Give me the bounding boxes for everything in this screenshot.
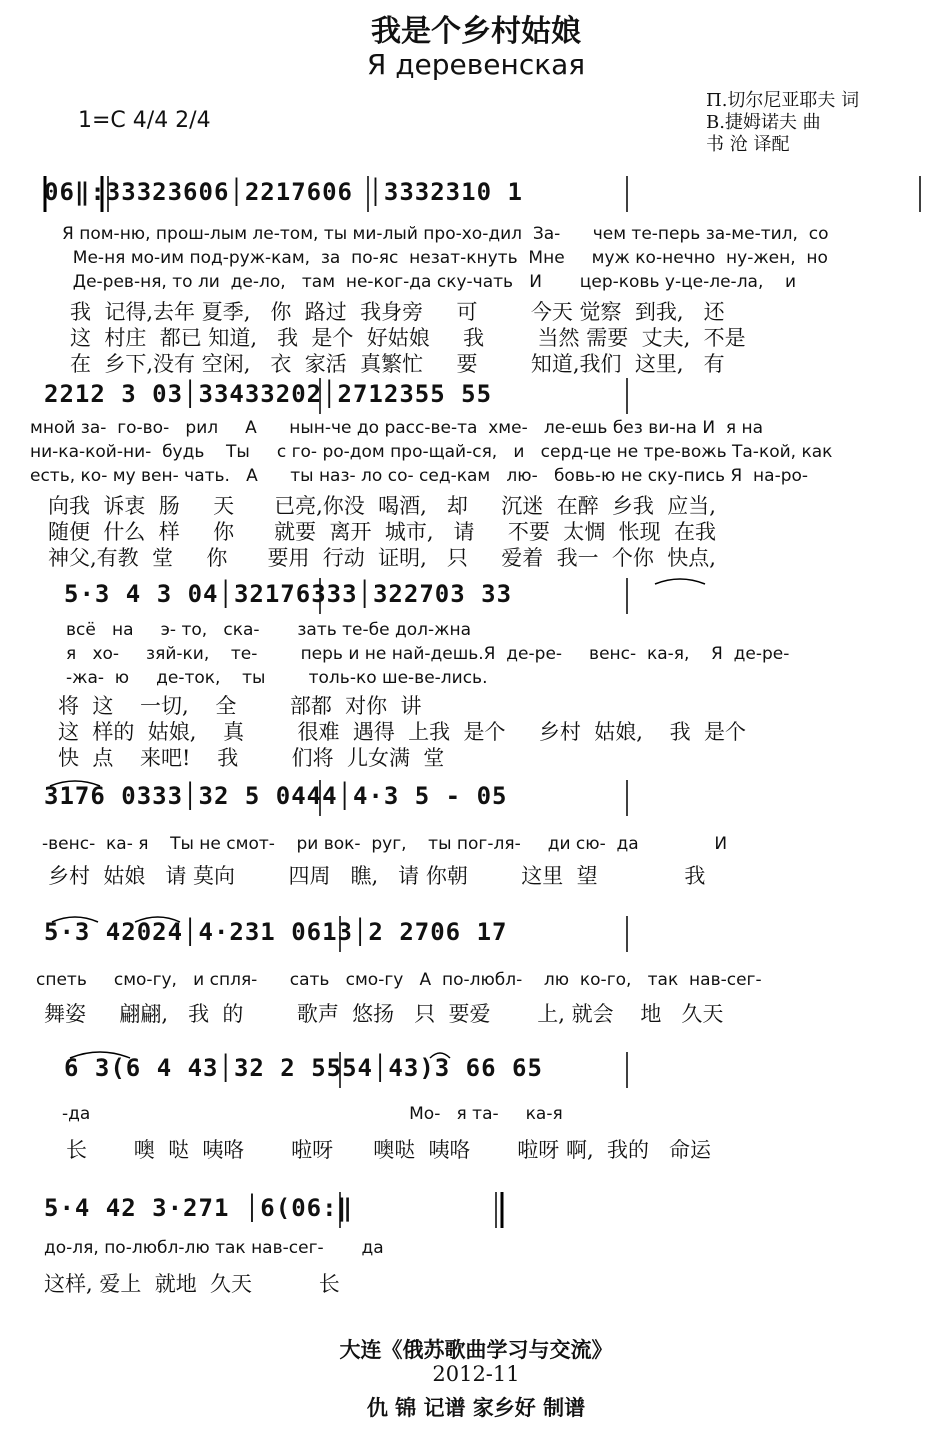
zh-lyric-1: 乡村 姑娘 请 莫向 四周 瞧, 请 你朝 这里 望 我 (48, 864, 706, 888)
notes-row (0, 574, 952, 614)
footer-date: 2012-11 (432, 1362, 520, 1386)
notes-row (0, 1188, 952, 1228)
ru-lyric-1: всё на э- то, ска- зать те-бе дол-жна (66, 620, 471, 640)
song-title: 我是个乡村姑娘 (371, 14, 581, 49)
jianpu-notes: 5·3 4 3 04│32176333│322703 33 (64, 580, 513, 608)
notes-row (0, 912, 952, 952)
credit-translator: 书 沧 译配 (706, 134, 790, 155)
zh-lyric-1: 这样, 爱上 就地 久天 长 (44, 1272, 340, 1296)
zh-lyric-3: 神父,有教 堂 你 要用 行动 证明, 只 爱着 我一 个你 快点, (48, 546, 716, 570)
notes-row (0, 1048, 952, 1088)
zh-lyric-2: 这 样的 姑娘, 真 很难 遇得 上我 是个 乡村 姑娘, 我 是个 (58, 720, 746, 744)
credit-composer: В.捷姆诺夫 曲 (706, 112, 821, 133)
zh-lyric-3: 在 乡下,没有 空闲, 衣 家活 真繁忙 要 知道,我们 这里, 有 (70, 352, 725, 376)
footer-transcriber: 仇 锦 记谱 家乡好 制谱 (366, 1395, 586, 1420)
ru-lyric-1: -венс- ка- я Ты не смот- ри вок- руг, ты пог-ля- ди сю- да И (42, 834, 728, 854)
notes-row (0, 374, 952, 414)
credits (706, 90, 859, 156)
jianpu-notes: 6 3(6 4 43│32 2 5554│43)3 66 65 (64, 1054, 543, 1082)
zh-lyric-2: 这 村庄 都已 知道, 我 是个 好姑娘 我 当然 需要 丈夫, 不是 (70, 326, 746, 350)
jianpu-notes: 3176 0333│32 5 0444│4·3 5 - 05 (44, 782, 508, 810)
ru-lyric-1: до-ля, по-любл-лю так нав-сег- да (44, 1238, 384, 1258)
ru-lyric-2: Ме-ня мо-им под-руж-кам, за по-яс незат-кнуть Мне муж ко-нечно ну-жен, но (62, 248, 828, 268)
notes-row (0, 776, 952, 816)
zh-lyric-1: 向我 诉衷 肠 天 已亮,你没 喝酒, 却 沉迷 在醉 乡我 应当, (48, 494, 716, 518)
zh-lyric-1: 舞姿 翩翩, 我 的 歌声 悠扬 只 要爱 上, 就会 地 久天 (44, 1002, 724, 1026)
ru-lyric-2: я хо- зяй-ки, те- перь и не най-дешь.Я де-ре- венс- ка-я, Я де-ре- (66, 644, 790, 664)
jianpu-notes: 06‖:33323606│2217606 │3332310 1 (44, 178, 523, 206)
ru-lyric-1: -да Мо- я та- ка-я (62, 1104, 563, 1124)
footer-source: 大连《俄苏歌曲学习与交流》 (339, 1337, 613, 1362)
zh-lyric-2: 随便 什么 样 你 就要 离开 城市, 请 不要 太惆 怅现 在我 (48, 520, 716, 544)
zh-lyric-3: 快 点 来吧! 我 们将 儿女满 堂 (58, 746, 445, 770)
ru-lyric-3: -жа- ю де-ток, ты толь-ко ше-ве-лись. (66, 668, 488, 688)
song-subtitle: Я деревенская (366, 48, 586, 81)
ru-lyric-1: Я пом-ню, прош-лым ле-том, ты ми-лый про-хо-дил За- чем те-перь за-ме-тил, со (62, 224, 829, 244)
zh-lyric-1: 长 噢 哒 咦咯 啦呀 噢哒 咦咯 啦呀 啊, 我的 命运 (66, 1138, 712, 1162)
jianpu-notes: 5·4 42 3·271 │6(06:‖ (44, 1194, 353, 1222)
credit-lyricist: П.切尔尼亚耶夫 词 (706, 90, 860, 111)
notes-row (0, 172, 952, 212)
ru-lyric-1: спеть смо-гу, и спля- сать смо-гу А по-любл- лю ко-го, так нав-сег- (36, 970, 762, 990)
ru-lyric-1: мной за- го-во- рил А нын-че до расс-ве-та хме- ле-ешь без ви-на И я на (30, 418, 764, 438)
jianpu-notes: 2212 3 03│33433202│2712355 55 (44, 380, 493, 408)
ru-lyric-3: есть, ко- му вен- чать. А ты наз- ло со- сед-кам лю- бовь-ю не ску-пись Я на-ро- (30, 466, 809, 486)
ru-lyric-3: Де-рев-ня, то ли де-ло, там не-ког-да ску-чать И цер-ковь у-це-ле-ла, и (62, 272, 797, 292)
zh-lyric-1: 我 记得,去年 夏季, 你 路过 我身旁 可 今天 觉察 到我, 还 (70, 300, 725, 324)
jianpu-notes: 5·3 42024│4·231 0613│2 2706 17 (44, 918, 508, 946)
key-signature: 1=C 4/4 2/4 (78, 108, 211, 133)
zh-lyric-1: 将 这 一切, 全 部都 对你 讲 (58, 694, 422, 718)
ru-lyric-2: ни-ка-кой-ни- будь Ты с го- ро-дом про-щай-ся, и серд-це не тре-вожь Та-кой, как (30, 442, 833, 462)
